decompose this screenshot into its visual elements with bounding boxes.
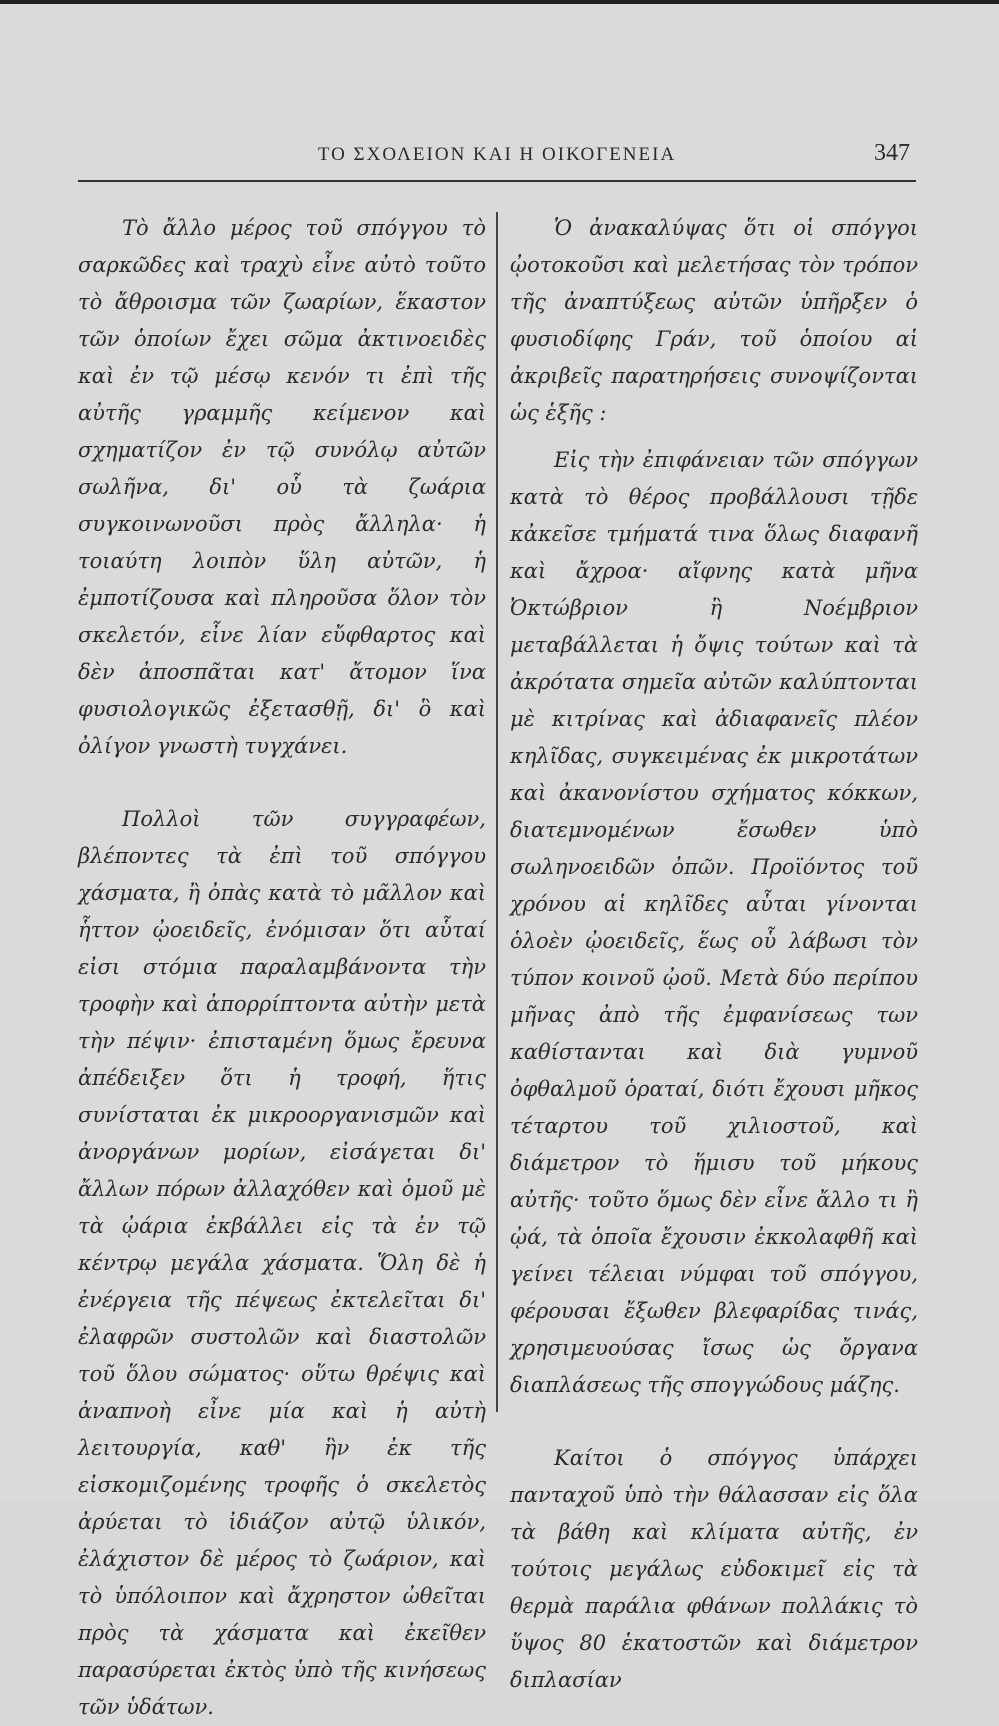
paragraph: Καίτοι ὁ σπόγγος ὑπάρχει πανταχοῦ ὑπὸ τὴν θάλασσαν εἰς ὅλα τὰ βάθη καὶ κλίματα αὐτῆς, ἐν τούτοις μεγάλως εὐδοκιμεῖ εἰς τὰ θερμὰ παράλια φθάνων πολλάκις τὸ ὕψος 80 ἑκατοστῶν καὶ διάμετρον διπλασίαν xyxy=(510,1446,918,1692)
column-divider xyxy=(496,212,498,1412)
paragraph: Ὁ ἀνακαλύψας ὅτι οἱ σπόγγοι ᾠοτοκοῦσι καὶ μελετήσας τὸν τρόπον τῆς ἀναπτύξεως αὐτῶν ὑπῆρξεν ὁ φυσιοδίφης Γράν, τοῦ ὁποίου αἱ ἀκριβεῖς παρατηρήσεις συνοψίζονται ὡς ἑξῆς : xyxy=(510,216,918,425)
header-rule xyxy=(78,180,916,182)
paragraph: Πολλοὶ τῶν συγγραφέων, βλέποντες τὰ ἐπὶ τοῦ σπόγγου χάσματα, ἢ ὀπὰς κατὰ τὸ μᾶλλον καὶ ἧττον ᾠοειδεῖς, ἐνόμισαν ὅτι αὗταί εἰσι στόμια παραλαμβάνοντα τὴν τροφὴν καὶ ἀπορρίπτοντα αὐτὴν μετὰ τὴν πέψιν· ἐπισταμένη ὅμως ἔρευνα ἀπέδειξεν ὅτι ἡ τροφή, ἥτις συνίσταται ἐκ μικροοργανισμῶν καὶ ἀνοργάνων μορίων, εἰσάγεται δι' ἄλλων πόρων ἀλλαχόθεν καὶ ὁμοῦ μὲ τὰ ᾠάρια ἐκβάλλει εἰς τὰ ἐν τῷ κέντρῳ μεγάλα χάσματα. Ὅλη δὲ ἡ ἐνέργεια τῆς πέψεως ἐκτελεῖται δι' ἐλαφρῶν συστολῶν καὶ διαστολῶν τοῦ ὅλου σώματος· οὕτω θρέψις καὶ ἀναπνοὴ εἶνε μία καὶ ἡ αὐτὴ λειτουργία, καθ' ἣν ἐκ τῆς εἰσκομιζομένης τροφῆς ὁ σκελετὸς ἀρύεται τὸ ἰδιάζον αὐτῷ ὑλικόν, ἐλάχιστον δὲ μέρος τὸ ζωάριον, καὶ τὸ ὑπόλοιπον καὶ ἄχρηστον ὠθεῖται πρὸς τὰ χάσματα καὶ ἐκεῖθεν παρασύρεται ἐκτὸς ὑπὸ τῆς κινήσεως τῶν ὑδάτων. xyxy=(78,807,486,1719)
right-column xyxy=(510,210,918,1699)
paragraph: Τὸ ἄλλο μέρος τοῦ σπόγγου τὸ σαρκῶδες καὶ τραχὺ εἶνε αὐτὸ τοῦτο τὸ ἄθροισμα τῶν ζωαρίων, ἕκαστον τῶν ὁποίων ἔχει σῶμα ἀκτινοειδὲς καὶ ἐν τῷ μέσῳ κενόν τι ἐπὶ τῆς αὐτῆς γραμμῆς κείμενον καὶ σχηματίζον ἐν τῷ συνόλῳ αὐτῶν σωλῆνα, δι' οὗ τὰ ζωάρια συγκοινωνοῦσι πρὸς ἄλληλα· ἡ τοιαύτη λοιπὸν ὕλη αὐτῶν, ἡ ἐμποτίζουσα καὶ πληροῦσα ὅλον τὸν σκελετόν, εἶνε λίαν εὔφθαρτος καὶ δὲν ἀποσπᾶται κατ' ἄτομον ἵνα φυσιολογικῶς ἐξετασθῇ, δι' ὃ καὶ ὀλίγον γνωστὴ τυγχάνει. xyxy=(78,216,486,758)
page-header xyxy=(78,140,916,174)
scan-top-edge xyxy=(0,0,999,4)
page-number: 347 xyxy=(874,140,910,166)
running-title: ΤΟ ΣΧΟΛΕΙΟΝ ΚΑΙ Η ΟΙΚΟΓΕΝΕΙΑ xyxy=(317,144,677,165)
left-column xyxy=(78,210,486,1726)
paragraph: Εἰς τὴν ἐπιφάνειαν τῶν σπόγγων κατὰ τὸ θέρος προβάλλουσι τῇδε κἀκεῖσε τμήματά τινα ὅλως διαφανῆ καὶ ἄχροα· αἴφνης κατὰ μῆνα Ὀκτώβριον ἢ Νοέμβριον μεταβάλλεται ἡ ὄψις τούτων καὶ τὰ ἀκρότατα σημεῖα αὐτῶν καλύπτονται μὲ κιτρίνας καὶ ἀδιαφανεῖς πλέον κηλῖδας, συγκειμένας ἐκ μικροτάτων καὶ ἀκανονίστου σχήματος κόκκων, διατεμνομένων ἔσωθεν ὑπὸ σωληνοειδῶν ὀπῶν. Προϊόντος τοῦ χρόνου αἱ κηλῖδες αὗται γίνονται ὁλοὲν ᾠοειδεῖς, ἕως οὗ λάβωσι τὸν τύπον κοινοῦ ᾠοῦ. Μετὰ δύο περίπου μῆνας ἀπὸ τῆς ἐμφανίσεως των καθίστανται καὶ διὰ γυμνοῦ ὀφθαλμοῦ ὁραταί, διότι ἔχουσι μῆκος τέταρτου τοῦ χιλιοστοῦ, καὶ διάμετρον τὸ ἥμισυ τοῦ μήκους αὐτῆς· τοῦτο ὅμως δὲν εἶνε ἄλλο τι ἢ ᾠά, τὰ ὁποῖα ἔχουσιν ἐκκολαφθῆ καὶ γείνει τέλειαι νύμφαι τοῦ σπόγγου, φέρουσαι ἔξωθεν βλεφαρίδας τινάς, χρησιμευούσας ἴσως ὡς ὄργανα διαπλάσεως τῆς σπογγώδους μάζης. xyxy=(510,448,918,1397)
